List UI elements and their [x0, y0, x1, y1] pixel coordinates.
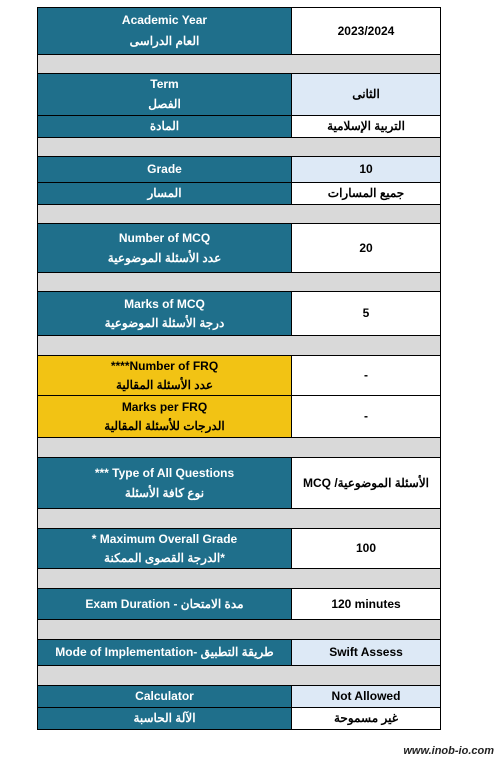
spacer-row	[38, 438, 441, 458]
max-grade-label	[38, 529, 292, 569]
term-label-ar: الفصل	[148, 97, 181, 111]
website-watermark: www.inob-io.com	[403, 745, 494, 757]
subject-label: المادة	[38, 116, 292, 138]
academic-year-label-ar: العام الدراسى	[129, 34, 200, 48]
implementation-mode-value: Swift Assess	[292, 640, 441, 666]
academic-year-label-en: Academic Year	[121, 13, 208, 27]
term-value: الثانى	[292, 74, 441, 116]
table-row	[38, 74, 441, 116]
frq-marks-label-ar: الدرجات للأسئلة المقالية	[104, 418, 225, 433]
question-type-value: الأسئلة الموضوعية/ MCQ	[292, 458, 441, 509]
track-label: المسار	[38, 183, 292, 205]
spacer-row	[38, 509, 441, 529]
frq-count-value: -	[292, 356, 441, 396]
spacer-row	[38, 273, 441, 292]
mcq-marks-label	[38, 292, 292, 336]
question-type-label	[38, 458, 292, 509]
term-label-en: Term	[150, 77, 179, 91]
mcq-marks-label-en: Marks of MCQ	[124, 296, 205, 311]
mcq-marks-label-ar: درجة الأسئلة الموضوعية	[104, 315, 225, 330]
question-type-label-ar: نوع كافة الأسئلة	[124, 485, 205, 500]
exam-spec-table	[37, 7, 441, 730]
mcq-marks-value: 5	[292, 292, 441, 336]
grade-label: Grade	[38, 157, 292, 183]
frq-marks-label	[38, 396, 292, 438]
spacer-row	[38, 138, 441, 157]
subject-value: التربية الإسلامية	[292, 116, 441, 138]
question-type-label-en: *** Type of All Questions	[94, 465, 235, 480]
table-row	[38, 8, 441, 55]
max-grade-value: 100	[292, 529, 441, 569]
table-row	[38, 157, 441, 183]
table-row	[38, 458, 441, 509]
calculator-value-en: Not Allowed	[292, 686, 441, 708]
table-row	[38, 116, 441, 138]
frq-marks-value: -	[292, 396, 441, 438]
mcq-count-label-en: Number of MCQ	[118, 230, 211, 245]
table-row	[38, 356, 441, 396]
table-row	[38, 396, 441, 438]
spacer-row	[38, 569, 441, 589]
mcq-count-label	[38, 224, 292, 273]
grade-value: 10	[292, 157, 441, 183]
table-row	[38, 183, 441, 205]
spacer-row	[38, 620, 441, 640]
mcq-count-value: 20	[292, 224, 441, 273]
table-row	[38, 529, 441, 569]
calculator-value-ar: غير مسموحة	[292, 708, 441, 730]
frq-marks-label-en: Marks per FRQ	[121, 399, 208, 414]
spacer-row	[38, 666, 441, 686]
max-grade-label-en: * Maximum Overall Grade	[91, 531, 238, 546]
calculator-label-en: Calculator	[38, 686, 292, 708]
mcq-count-label-ar: عدد الأسئلة الموضوعية	[107, 250, 222, 265]
frq-count-label-ar: عدد الأسئلة المقالية	[115, 377, 214, 392]
academic-year-value: 2023/2024	[292, 8, 441, 55]
table-row	[38, 708, 441, 730]
academic-year-label	[38, 8, 292, 55]
calculator-label-ar: الآلة الحاسبة	[38, 708, 292, 730]
spacer-row	[38, 336, 441, 356]
exam-duration-value: 120 minutes	[292, 589, 441, 620]
frq-count-label-en: ****Number of FRQ	[110, 358, 219, 373]
table-row	[38, 589, 441, 620]
spacer-row	[38, 55, 441, 74]
table-row	[38, 640, 441, 666]
exam-duration-label: Exam Duration - مدة الامتحان	[38, 589, 292, 620]
term-label	[38, 74, 292, 116]
table-row	[38, 224, 441, 273]
implementation-mode-label: Mode of Implementation- طريقة التطبيق	[38, 640, 292, 666]
frq-count-label	[38, 356, 292, 396]
spacer-row	[38, 205, 441, 224]
max-grade-label-ar: *الدرجة القصوى الممكنة	[104, 550, 225, 565]
table-row	[38, 292, 441, 336]
table-row	[38, 686, 441, 708]
track-value: جميع المسارات	[292, 183, 441, 205]
